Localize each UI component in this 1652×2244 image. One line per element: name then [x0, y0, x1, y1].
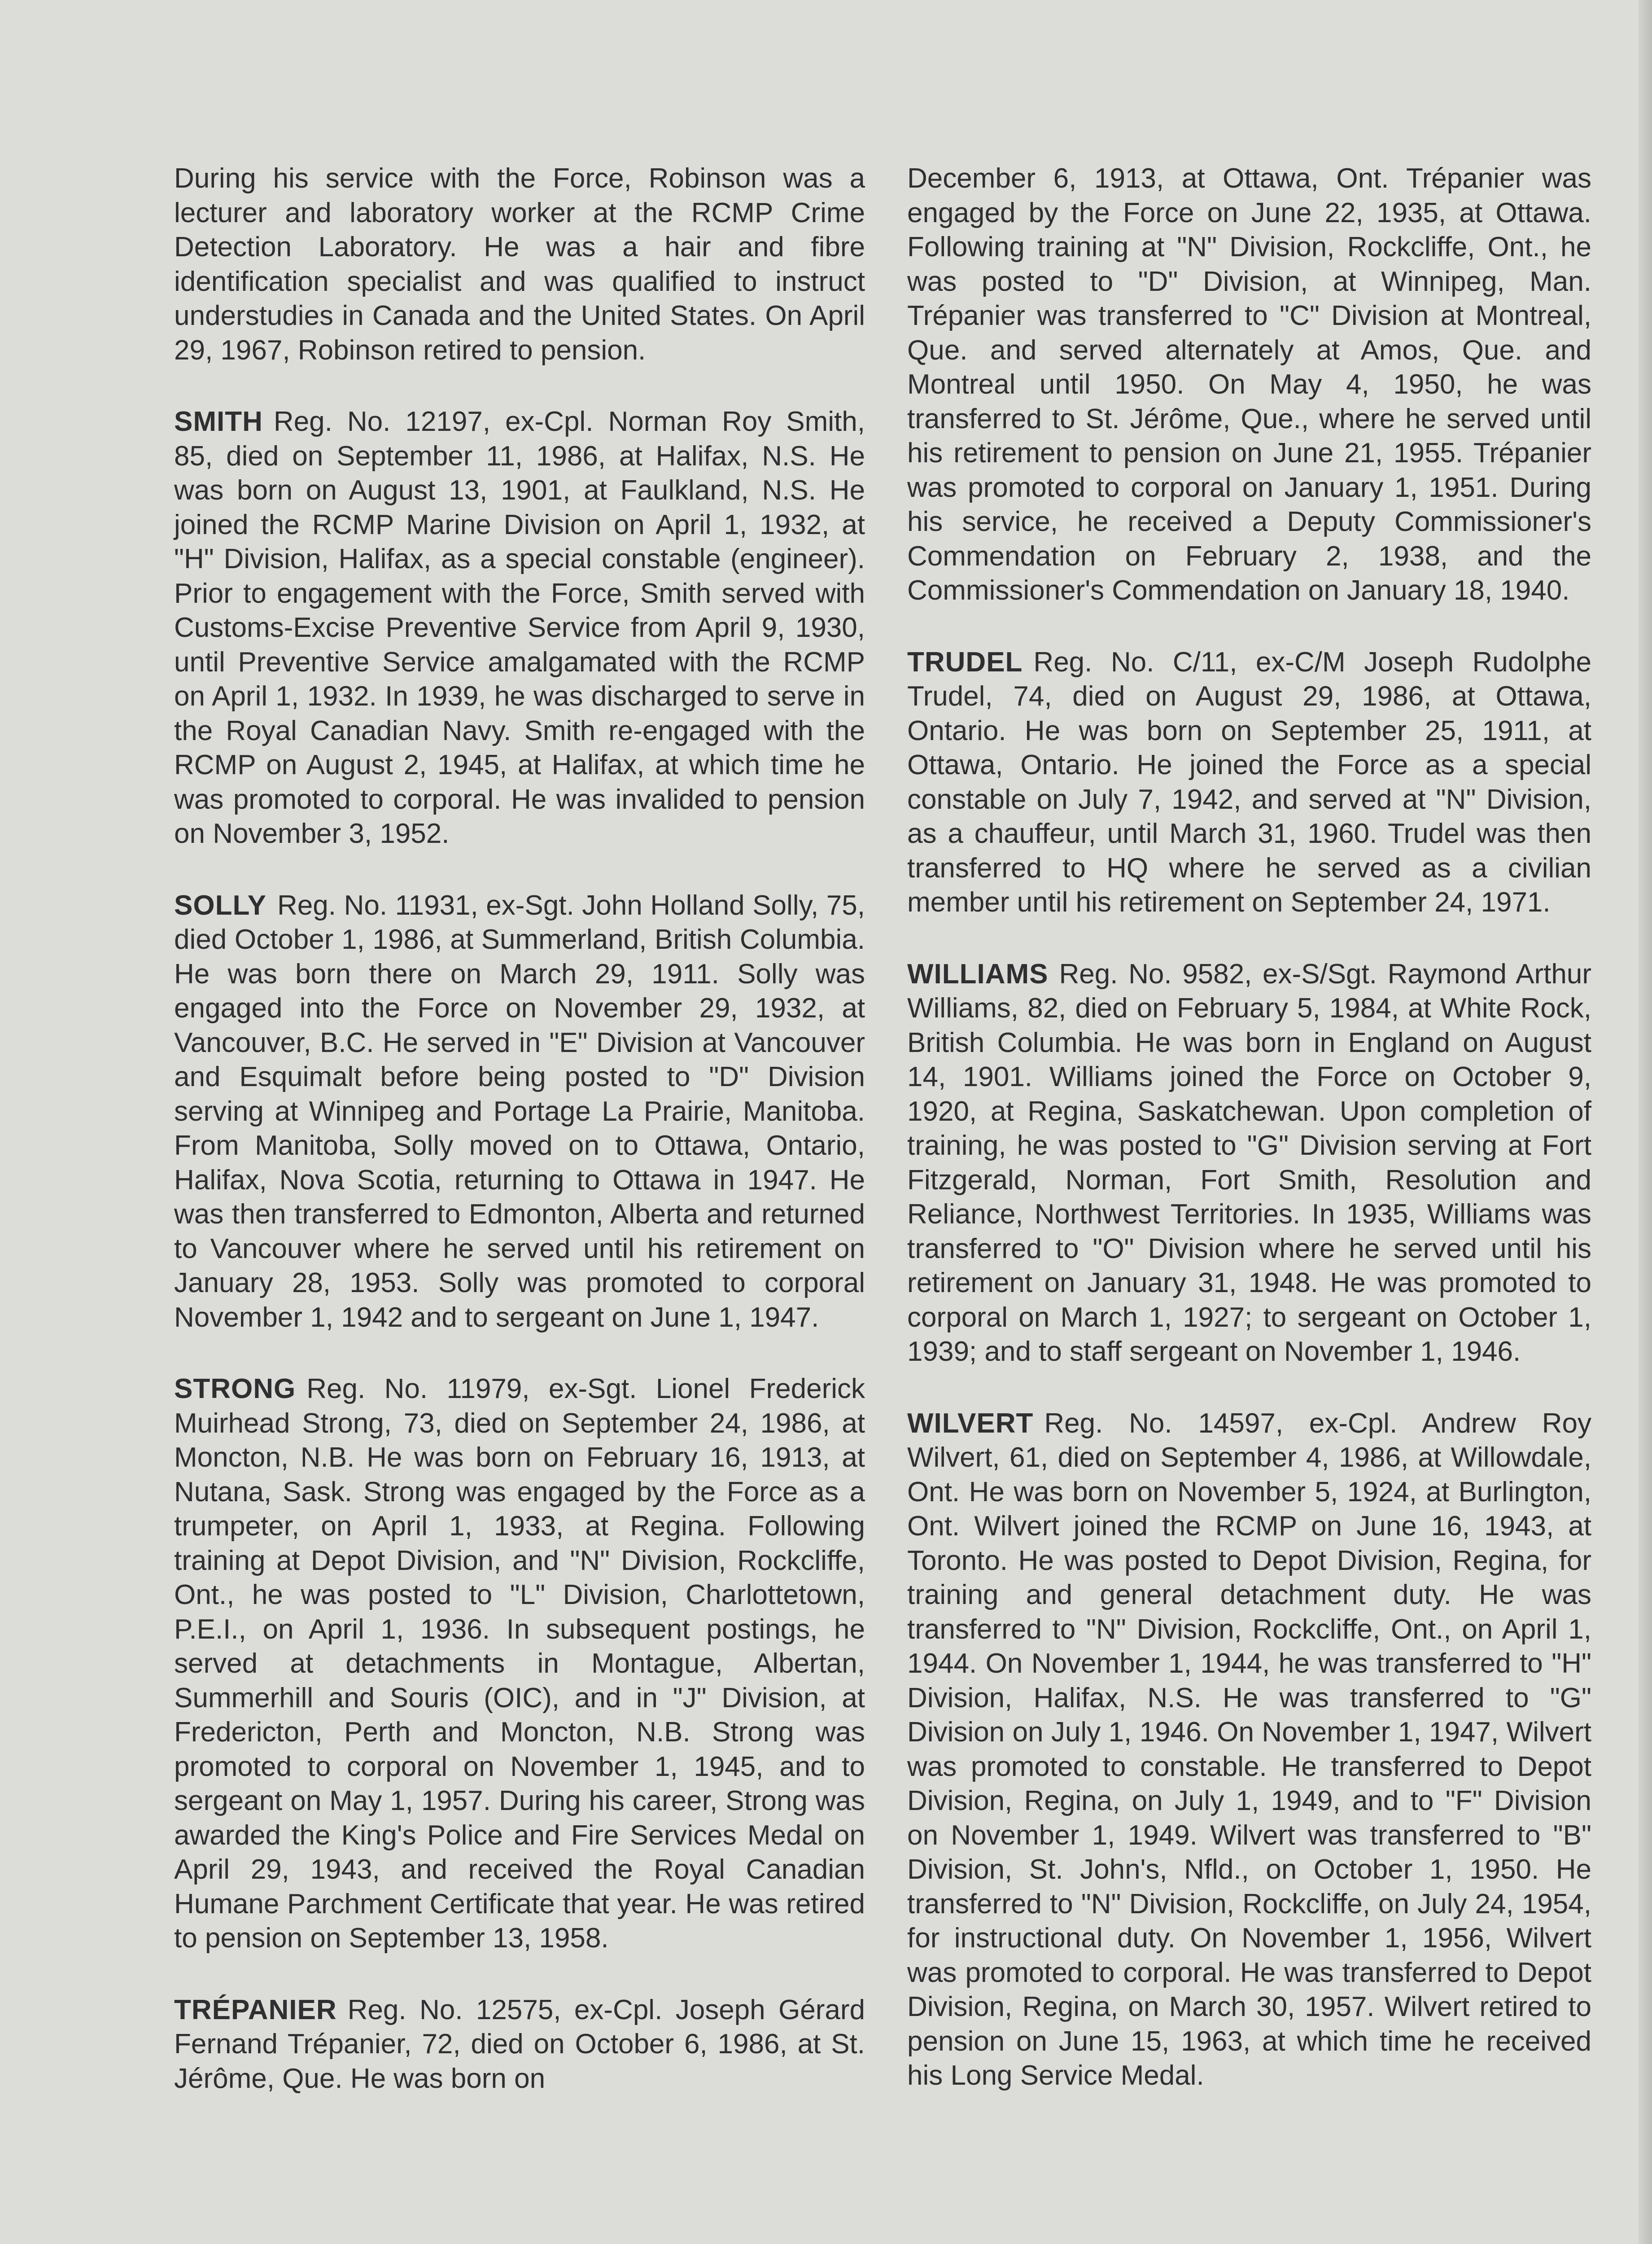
- obituary-solly: [174, 889, 865, 1335]
- obituary-name: WILVERT: [907, 1407, 1034, 1439]
- left-column: [174, 162, 865, 2133]
- page-edge-shadow: [1639, 0, 1652, 2244]
- right-column: [907, 162, 1591, 2130]
- obituary-text: Reg. No. 11979, ex-Sgt. Lionel Frederick Muirhead Strong, 73, died on September 24, 1986, at Moncton, N.B. He was born on February 16, 1913, at Nutana, Sask. Strong was engaged by the Force as a trumpeter, on April 1, 1933, at Regina. Following training at Depot Division, and "N" Division, Rockcliffe, Ont., he was posted to "L" Division, Charlottetown, P.E.I., on April 1, 1936. In subsequent postings, he served at detachments in Montague, Albertan, Summerhill and Souris (OIC), and in "J" Division, at Fredericton, Perth and Moncton, N.B. Strong was promoted to corporal on November 1, 1945, and to sergeant on May 1, 1957. During his career, Strong was awarded the King's Police and Fire Services Medal on April 29, 1943, and received the Royal Canadian Humane Parchment Certificate that year. He was retired to pension on September 13, 1958.: [174, 1373, 865, 1954]
- obituary-name: WILLIAMS: [907, 958, 1049, 990]
- obituary-name: SMITH: [174, 406, 263, 437]
- obituary-text: Reg. No. 12197, ex-Cpl. Norman Roy Smith, 85, died on September 11, 1986, at Halifax, N.S. He was born on August 13, 1901, at Faulkland, N.S. He joined the RCMP Marine Division on April 1, 1932, at "H" Division, Halifax, as a special constable (engineer). Prior to engagement with the Force, Smith served with Customs-Excise Preventive Service from April 9, 1930, until Preventive Service amalgamated with the RCMP on April 1, 1932. In 1939, he was discharged to serve in the Royal Canadian Navy. Smith re-engaged with the RCMP on August 2, 1945, at Halifax, at which time he was promoted to corporal. He was invalided to pension on November 3, 1952.: [174, 406, 865, 849]
- obituary-text: Reg. No. 12575, ex-Cpl. Joseph Gérard Fernand Trépanier, 72, died on October 6, 1986, at St. Jérôme, Que. He was born on: [174, 1994, 865, 2094]
- obituary-trudel: [907, 645, 1591, 920]
- obituary-wilvert: [907, 1407, 1591, 2093]
- obituary-name: STRONG: [174, 1373, 296, 1404]
- obituary-text: Reg. No. 14597, ex-Cpl. Andrew Roy Wilvert, 61, died on September 4, 1986, at Willowdale, Ont. He was born on November 5, 1924, at Burlington, Ont. Wilvert joined the RCMP on June 16, 1943, at Toronto. He was posted to Depot Division, Regina, for training and general detachment duty. He was transferred to "N" Division, Rockcliffe, Ont., on April 1, 1944. On November 1, 1944, he was transferred to "H" Division, Halifax, N.S. He was transferred to "G" Division on July 1, 1946. On November 1, 1947, Wilvert was promoted to constable. He transferred to Depot Division, Regina, on July 1, 1949, and to "F" Division on November 1, 1949. Wilvert was transferred to "B" Division, St. John's, Nfld., on October 1, 1950. He transferred to "N" Division, Rockcliffe, on July 24, 1954, for instructional duty. On November 1, 1956, Wilvert was promoted to corporal. He was transferred to Depot Division, Regina, on March 30, 1957. Wilvert retired to pension on June 15, 1963, at which time he received his Long Service Medal.: [907, 1407, 1591, 2091]
- obituary-name: SOLLY: [174, 890, 267, 921]
- obituary-smith: [174, 405, 865, 851]
- trepanier-continuation-paragraph: December 6, 1913, at Ottawa, Ont. Trépanier was engaged by the Force on June 22, 1935, at Ottawa. Following training at "N" Division, Rockcliffe, Ont., he was posted to "D" Division, at Winnipeg, Man. Trépanier was transferred to "C" Division at Montreal, Que. and served alternately at Amos, Que. and Montreal until 1950. On May 4, 1950, he was transferred to St. Jérôme, Que., where he served until his retirement to pension on June 21, 1955. Trépanier was promoted to corporal on January 1, 1951. During his service, he received a Deputy Commissioner's Commendation on February 2, 1938, and the Commissioner's Commendation on January 18, 1940.: [907, 163, 1591, 606]
- robinson-continuation-paragraph: During his service with the Force, Robinson was a lecturer and laboratory worker at the RCMP Crime Detection Laboratory. He was a hair and fibre identification specialist and was qualified to instruct understudies in Canada and the United States. On April 29, 1967, Robinson retired to pension.: [174, 163, 865, 366]
- obituary-text: Reg. No. C/11, ex-C/M Joseph Rudolphe Trudel, 74, died on August 29, 1986, at Ottawa, Ontario. He was born on September 25, 1911, at Ottawa, Ontario. He joined the Force as a special constable on July 7, 1942, and served at "N" Division, as a chauffeur, until March 31, 1960. Trudel was then transferred to HQ where he served as a civilian member until his retirement on September 24, 1971.: [907, 646, 1591, 918]
- obituary-text: Reg. No. 9582, ex-S/Sgt. Raymond Arthur Williams, 82, died on February 5, 1984, at White Rock, British Columbia. He was born in England on August 14, 1901. Williams joined the Force on October 9, 1920, at Regina, Saskatchewan. Upon completion of training, he was posted to "G" Division serving at Fort Fitzgerald, Norman, Fort Smith, Resolution and Reliance, Northwest Territories. In 1935, Williams was transferred to "O" Division where he served until his retirement on January 31, 1948. He was promoted to corporal on March 1, 1927; to sergeant on October 1, 1939; and to staff sergeant on November 1, 1946.: [907, 958, 1591, 1367]
- obituary-strong: [174, 1372, 865, 1956]
- obituary-name: TRÉPANIER: [174, 1994, 337, 2025]
- obituary-text: Reg. No. 11931, ex-Sgt. John Holland Solly, 75, died October 1, 1986, at Summerland, British Columbia. He was born there on March 29, 1911. Solly was engaged into the Force on November 29, 1932, at Vancouver, B.C. He served in "E" Division at Vancouver and Esquimalt before being posted to "D" Division serving at Winnipeg and Portage La Prairie, Manitoba. From Manitoba, Solly moved on to Ottawa, Ontario, Halifax, Nova Scotia, returning to Ottawa in 1947. He was then transferred to Edmonton, Alberta and returned to Vancouver where he served until his retirement on January 28, 1953. Solly was promoted to corporal November 1, 1942 and to sergeant on June 1, 1947.: [174, 890, 865, 1333]
- obituary-williams: [907, 957, 1591, 1369]
- obituary-name: TRUDEL: [907, 646, 1023, 678]
- obituary-trepanier: [174, 1993, 865, 2096]
